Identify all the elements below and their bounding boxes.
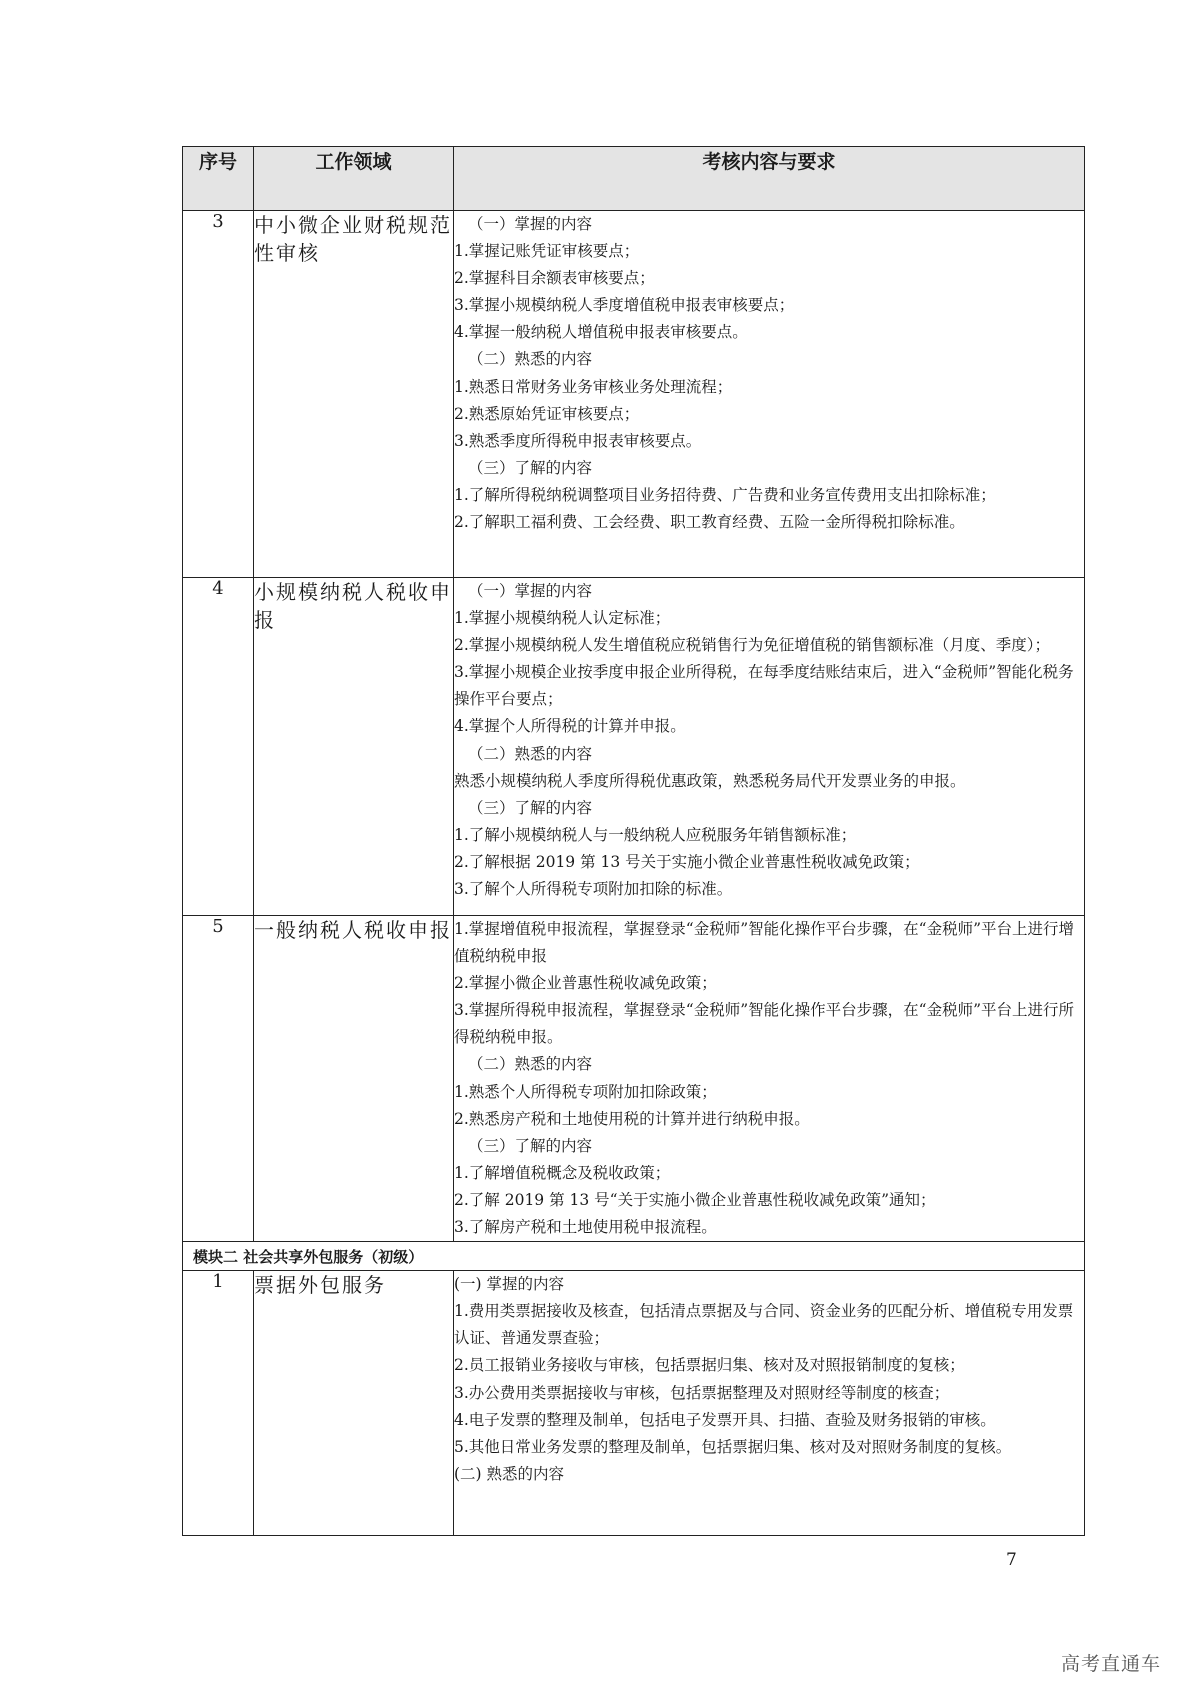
table-row — [183, 916, 1085, 1242]
requirement-line: 3.掌握所得税申报流程，掌握登录“金税师”智能化操作平台步骤，在“金税师”平台上进行所得税纳税申报。 — [454, 1001, 1074, 1047]
requirement-line: 2.掌握小微企业普惠性税收减免政策； — [454, 974, 717, 993]
section-heading: （一）掌握的内容 — [468, 582, 593, 600]
requirement-line: 2.了解 2019 第 13 号“关于实施小微企业普惠性税收减免政策”通知； — [454, 1190, 936, 1209]
requirement-line: 3.掌握小规模纳税人季度增值税申报表审核要点； — [454, 296, 795, 315]
requirement-line: 5.其他日常业务发票的整理及制单，包括票据归集、核对及对照财务制度的复核。 — [454, 1437, 1012, 1456]
page-number: 7 — [1006, 1550, 1017, 1570]
header-content: 考核内容与要求 — [454, 147, 1085, 211]
requirement-line: 2.掌握科目余额表审核要点； — [454, 269, 655, 288]
exam-content-table — [182, 146, 1085, 1536]
requirement-line: 2.熟悉原始凭证审核要点； — [454, 404, 640, 423]
section-heading: （一）掌握的内容 — [468, 215, 593, 233]
requirement-line: 1.了解小规模纳税人与一般纳税人应税服务年销售额标准； — [454, 825, 857, 844]
work-area: 小规模纳税人税收申报 — [254, 578, 454, 916]
row-number: 4 — [183, 578, 254, 916]
table-row — [183, 578, 1085, 916]
requirement-line: 熟悉小规模纳税人季度所得税优惠政策，熟悉税务局代开发票业务的申报。 — [454, 771, 966, 790]
table-row — [183, 211, 1085, 578]
section-heading: （二）熟悉的内容 — [468, 744, 593, 763]
work-area: 一般纳税人税收申报 — [254, 916, 454, 1242]
requirement-line: 3.了解房产税和土地使用税申报流程。 — [454, 1218, 717, 1237]
work-area: 中小微企业财税规范性审核 — [254, 211, 454, 578]
requirements-cell — [454, 916, 1085, 1242]
work-area: 票据外包服务 — [254, 1271, 454, 1536]
requirement-line: 1.掌握记账凭证审核要点； — [454, 242, 640, 261]
section-heading: （三）了解的内容 — [468, 798, 593, 817]
requirement-line: 1.费用类票据接收及核查，包括清点票据及与合同、资金业务的匹配分析、增值税专用发票认证、普通发票查验； — [454, 1302, 1074, 1348]
requirements-cell — [454, 578, 1085, 916]
table-header-row — [183, 147, 1085, 211]
row-number: 5 — [183, 916, 254, 1242]
module-title: 模块二 社会共享外包服务（初级） — [183, 1242, 1085, 1271]
requirement-line: (一) 掌握的内容 — [454, 1275, 565, 1294]
row-number: 1 — [183, 1271, 254, 1536]
section-heading: （二）熟悉的内容 — [468, 350, 593, 369]
requirements-cell — [454, 211, 1085, 578]
row-number: 3 — [183, 211, 254, 578]
section-heading: （三）了解的内容 — [468, 1136, 593, 1155]
header-area: 工作领域 — [254, 147, 454, 211]
header-seq: 序号 — [183, 147, 254, 211]
requirement-line: 3.办公费用类票据接收与审核，包括票据整理及对照财经等制度的核查； — [454, 1383, 950, 1402]
requirement-line: 2.员工报销业务接收与审核，包括票据归集、核对及对照报销制度的复核； — [454, 1356, 965, 1375]
section-heading: （二）熟悉的内容 — [468, 1055, 593, 1074]
requirement-line: 2.了解根据 2019 第 13 号关于实施小微企业普惠性税收减免政策； — [454, 852, 920, 871]
requirement-line: 2.熟悉房产税和土地使用税的计算并进行纳税申报。 — [454, 1109, 810, 1128]
requirement-line: 1.了解增值税概念及税收政策； — [454, 1163, 671, 1182]
requirement-line: 1.熟悉日常财务业务审核业务处理流程； — [454, 377, 733, 396]
requirement-line: 2.了解职工福利费、工会经费、职工教育经费、五险一金所得税扣除标准。 — [454, 513, 965, 532]
watermark: 高考直通车 — [1061, 1653, 1162, 1675]
requirement-line: 3.了解个人所得税专项附加扣除的标准。 — [454, 880, 733, 899]
requirement-line: 1.了解所得税纳税调整项目业务招待费、广告费和业务宣传费用支出扣除标准； — [454, 485, 996, 504]
requirement-line: 3.熟悉季度所得税申报表审核要点。 — [454, 431, 702, 450]
requirement-line: (二) 熟悉的内容 — [454, 1464, 565, 1483]
requirement-line: 4.掌握个人所得税的计算并申报。 — [454, 717, 686, 736]
section-heading: （三）了解的内容 — [468, 458, 593, 477]
table-row — [183, 1271, 1085, 1536]
module-header-row — [183, 1242, 1085, 1271]
requirement-line: 4.电子发票的整理及制单，包括电子发票开具、扫描、查验及财务报销的审核。 — [454, 1410, 996, 1429]
requirement-line: 1.熟悉个人所得税专项附加扣除政策； — [454, 1082, 717, 1101]
requirements-cell — [454, 1271, 1085, 1536]
requirement-line: 1.掌握增值税申报流程，掌握登录“金税师”智能化操作平台步骤，在“金税师”平台上进行增值税纳税申报 — [454, 920, 1074, 966]
requirement-line: 3.掌握小规模企业按季度申报企业所得税，在每季度结账结束后，进入“金税师”智能化税务操作平台要点； — [454, 663, 1074, 709]
requirement-line: 2.掌握小规模纳税人发生增值税应税销售行为免征增值税的销售额标准（月度、季度）； — [454, 636, 1051, 655]
requirement-line: 4.掌握一般纳税人增值税申报表审核要点。 — [454, 323, 748, 342]
requirement-line: 1.掌握小规模纳税人认定标准； — [454, 609, 671, 628]
